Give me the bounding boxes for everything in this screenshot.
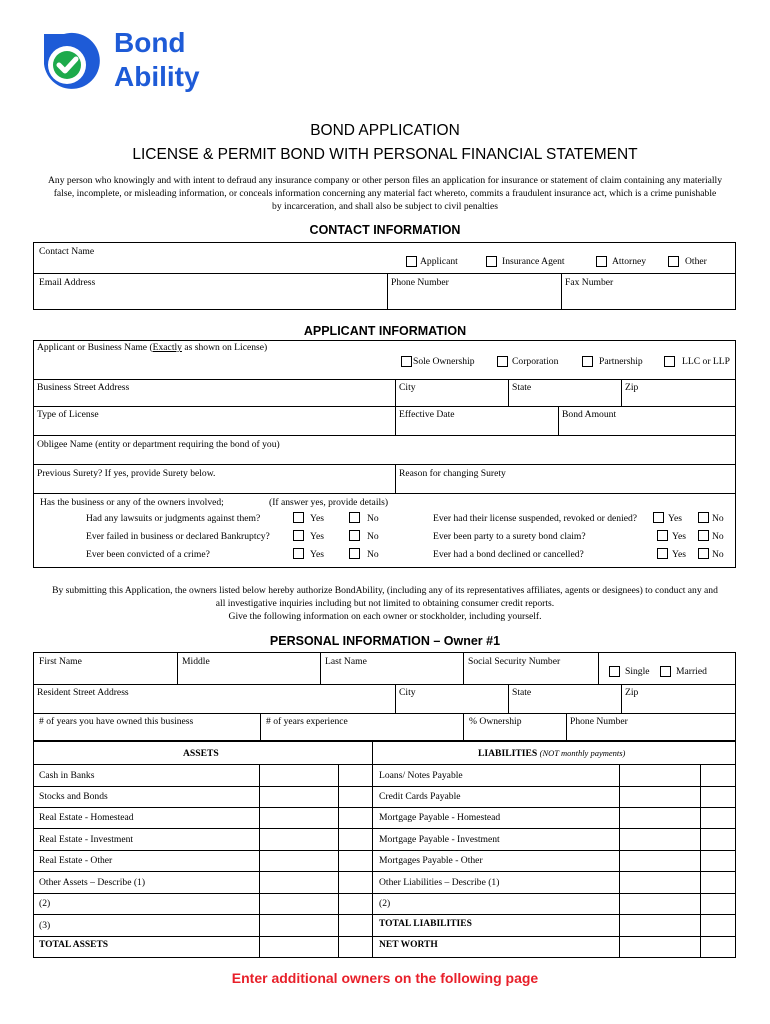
surety-claim-yes-checkbox[interactable]	[657, 530, 668, 541]
resident-street-field[interactable]: Resident Street Address	[37, 687, 129, 698]
business-street-field[interactable]: Business Street Address	[37, 382, 130, 393]
bankruptcy-no-checkbox[interactable]	[349, 530, 360, 541]
no-label: No	[712, 531, 724, 542]
personal-heading: PERSONAL INFORMATION – Owner #1	[269, 634, 501, 648]
question-lawsuits: Had any lawsuits or judgments against them?	[86, 513, 261, 524]
yes-label: Yes	[310, 549, 324, 560]
lawsuits-yes-checkbox[interactable]	[293, 512, 304, 523]
yes-label: Yes	[672, 549, 686, 560]
no-label: No	[367, 549, 379, 560]
role-label: Applicant	[420, 256, 458, 267]
personal-phone-field[interactable]: Phone Number	[570, 716, 628, 727]
bondability-logo	[34, 27, 224, 102]
liabilities-header-label: LIABILITIES	[478, 748, 538, 759]
liability-row-label: Mortgage Payable - Investment	[379, 834, 500, 845]
lawsuits-no-checkbox[interactable]	[349, 512, 360, 523]
liabilities-header-note: (NOT monthly payments)	[539, 748, 626, 758]
form-subtitle: LICENSE & PERMIT BOND WITH PERSONAL FINANCIAL STATEMENT	[132, 146, 638, 163]
no-label: No	[367, 513, 379, 524]
liability-row-label: Other Liabilities – Describe (1)	[379, 877, 500, 888]
yes-label: Yes	[672, 531, 686, 542]
additional-owners-note: Enter additional owners on the following page	[231, 970, 539, 986]
yes-label: Yes	[668, 513, 682, 524]
authorization-line: all investigative inquiries including but not limited to obtaining consumer credit reports.	[215, 598, 555, 609]
questions-hint: (If answer yes, provide details)	[269, 497, 389, 508]
liability-row-label: Mortgages Payable - Other	[379, 855, 483, 866]
disclaimer-line: Any person who knowingly and with intent to defraud any insurance company or other person files an application for insurance or statement of claim containing any materially	[47, 175, 723, 186]
entity-label: LLC or LLP	[682, 356, 730, 367]
applicant-heading: APPLICANT INFORMATION	[303, 324, 467, 338]
asset-row-label: Real Estate - Homestead	[39, 812, 134, 823]
no-label: No	[712, 513, 724, 524]
entity-corporation-checkbox[interactable]	[497, 356, 508, 367]
contact-section	[33, 242, 736, 310]
bond-declined-no-checkbox[interactable]	[698, 548, 709, 559]
married-checkbox[interactable]	[660, 666, 671, 677]
bond-amount-field[interactable]: Bond Amount	[562, 409, 617, 420]
entity-label: Partnership	[599, 356, 643, 367]
liability-row-label: (2)	[379, 898, 391, 909]
role-label: Insurance Agent	[502, 256, 565, 267]
business-name-field[interactable]	[37, 343, 267, 353]
middle-name-field[interactable]: Middle	[182, 656, 210, 667]
single-label: Single	[625, 666, 650, 677]
disclaimer-line: by incarceration, and shall also be subject to civil penalties	[272, 201, 498, 212]
logo-text-ability: Ability	[114, 61, 200, 92]
no-label: No	[367, 531, 379, 542]
question-bond-declined: Ever had a bond declined or cancelled?	[433, 549, 584, 560]
assets-header: ASSETS	[183, 748, 219, 759]
resident-state-field[interactable]: State	[512, 687, 532, 698]
logo-text-bond: Bond	[114, 27, 186, 58]
business-name-label: Applicant or Business Name (	[37, 342, 153, 353]
no-label: No	[712, 549, 724, 560]
liabilities-header	[478, 749, 625, 759]
obligee-field[interactable]: Obligee Name (entity or department requiring the bond of you)	[37, 439, 280, 450]
liability-row-label: Mortgage Payable - Homestead	[379, 812, 501, 823]
disclaimer-line: false, incomplete, or misleading information, or conceals information concerning any material fact whereto, commits a fraudulent insurance act, which is a crime punishable	[53, 188, 717, 199]
authorization-line: Give the following information on each owner or stockholder, including yourself.	[228, 611, 542, 622]
yes-label: Yes	[310, 513, 324, 524]
question-surety-claim: Ever been party to a surety bond claim?	[433, 531, 586, 542]
total-liabilities-label: TOTAL LIABILITIES	[379, 919, 472, 929]
license-revoked-yes-checkbox[interactable]	[653, 512, 664, 523]
role-insurance-agent-checkbox[interactable]	[486, 256, 497, 267]
asset-row-label: Stocks and Bonds	[39, 791, 108, 802]
bankruptcy-yes-checkbox[interactable]	[293, 530, 304, 541]
role-label: Attorney	[612, 256, 647, 267]
business-state-field[interactable]: State	[512, 382, 532, 393]
asset-row-label: (2)	[39, 898, 51, 909]
convicted-no-checkbox[interactable]	[349, 548, 360, 559]
last-name-field[interactable]: Last Name	[325, 656, 367, 667]
bondability-logo-mark-icon	[34, 30, 100, 98]
asset-row-label: Real Estate - Investment	[39, 834, 134, 845]
ssn-field[interactable]: Social Security Number	[468, 656, 561, 667]
bond-declined-yes-checkbox[interactable]	[657, 548, 668, 559]
years-owned-field[interactable]: # of years you have owned this business	[39, 716, 194, 727]
resident-zip-field[interactable]: Zip	[625, 687, 639, 698]
business-city-field[interactable]: City	[399, 382, 416, 393]
previous-surety-field[interactable]: Previous Surety? If yes, provide Surety below.	[37, 468, 216, 479]
question-bankruptcy: Ever failed in business or declared Bankruptcy?	[86, 531, 270, 542]
entity-llc-checkbox[interactable]	[664, 356, 675, 367]
form-title: BOND APPLICATION	[310, 122, 460, 139]
phone-field[interactable]: Phone Number	[391, 277, 449, 288]
questions-intro: Has the business or any of the owners involved;	[40, 497, 224, 508]
business-name-label-suffix: as shown on License)	[181, 342, 268, 353]
resident-city-field[interactable]: City	[399, 687, 416, 698]
liability-row-label: Credit Cards Payable	[379, 791, 461, 802]
email-field[interactable]: Email Address	[39, 277, 96, 288]
asset-row-label: Other Assets – Describe (1)	[39, 877, 146, 888]
ownership-percent-field[interactable]: % Ownership	[469, 716, 522, 727]
effective-date-field[interactable]: Effective Date	[399, 409, 455, 420]
role-attorney-checkbox[interactable]	[596, 256, 607, 267]
fraud-disclaimer	[20, 174, 750, 213]
surety-claim-no-checkbox[interactable]	[698, 530, 709, 541]
license-type-field[interactable]: Type of License	[37, 409, 99, 420]
years-experience-field[interactable]: # of years experience	[266, 716, 348, 727]
authorization-text	[20, 584, 750, 623]
entity-label: Corporation	[512, 356, 559, 367]
role-label: Other	[685, 256, 707, 267]
role-applicant-checkbox[interactable]	[406, 256, 417, 267]
fax-field[interactable]: Fax Number	[565, 277, 614, 288]
entity-sole-ownership-checkbox[interactable]	[401, 356, 412, 367]
reason-changing-surety-field[interactable]: Reason for changing Surety	[399, 468, 506, 479]
convicted-yes-checkbox[interactable]	[293, 548, 304, 559]
authorization-line: By submitting this Application, the owners listed below hereby authorize BondAbility, (including any of its representatives affiliates, agents or designees) to conduct any and	[52, 585, 718, 596]
contact-name-field[interactable]: Contact Name	[39, 246, 95, 257]
net-worth-label: NET WORTH	[379, 940, 438, 950]
license-revoked-no-checkbox[interactable]	[698, 512, 709, 523]
business-zip-field[interactable]: Zip	[625, 382, 639, 393]
contact-heading: CONTACT INFORMATION	[309, 223, 461, 237]
asset-row-label: Cash in Banks	[39, 770, 95, 781]
first-name-field[interactable]: First Name	[39, 656, 82, 667]
question-convicted: Ever been convicted of a crime?	[86, 549, 210, 560]
question-license-revoked: Ever had their license suspended, revoked or denied?	[433, 513, 638, 524]
business-name-label-emphasis: Exactly	[152, 342, 182, 353]
yes-label: Yes	[310, 531, 324, 542]
asset-row-label: (3)	[39, 920, 51, 931]
role-other-checkbox[interactable]	[668, 256, 679, 267]
asset-row-label: Real Estate - Other	[39, 855, 113, 866]
liability-row-label: Loans/ Notes Payable	[379, 770, 463, 781]
entity-label: Sole Ownership	[413, 356, 475, 367]
married-label: Married	[676, 666, 707, 677]
single-checkbox[interactable]	[609, 666, 620, 677]
entity-partnership-checkbox[interactable]	[582, 356, 593, 367]
total-assets-label: TOTAL ASSETS	[39, 940, 109, 950]
